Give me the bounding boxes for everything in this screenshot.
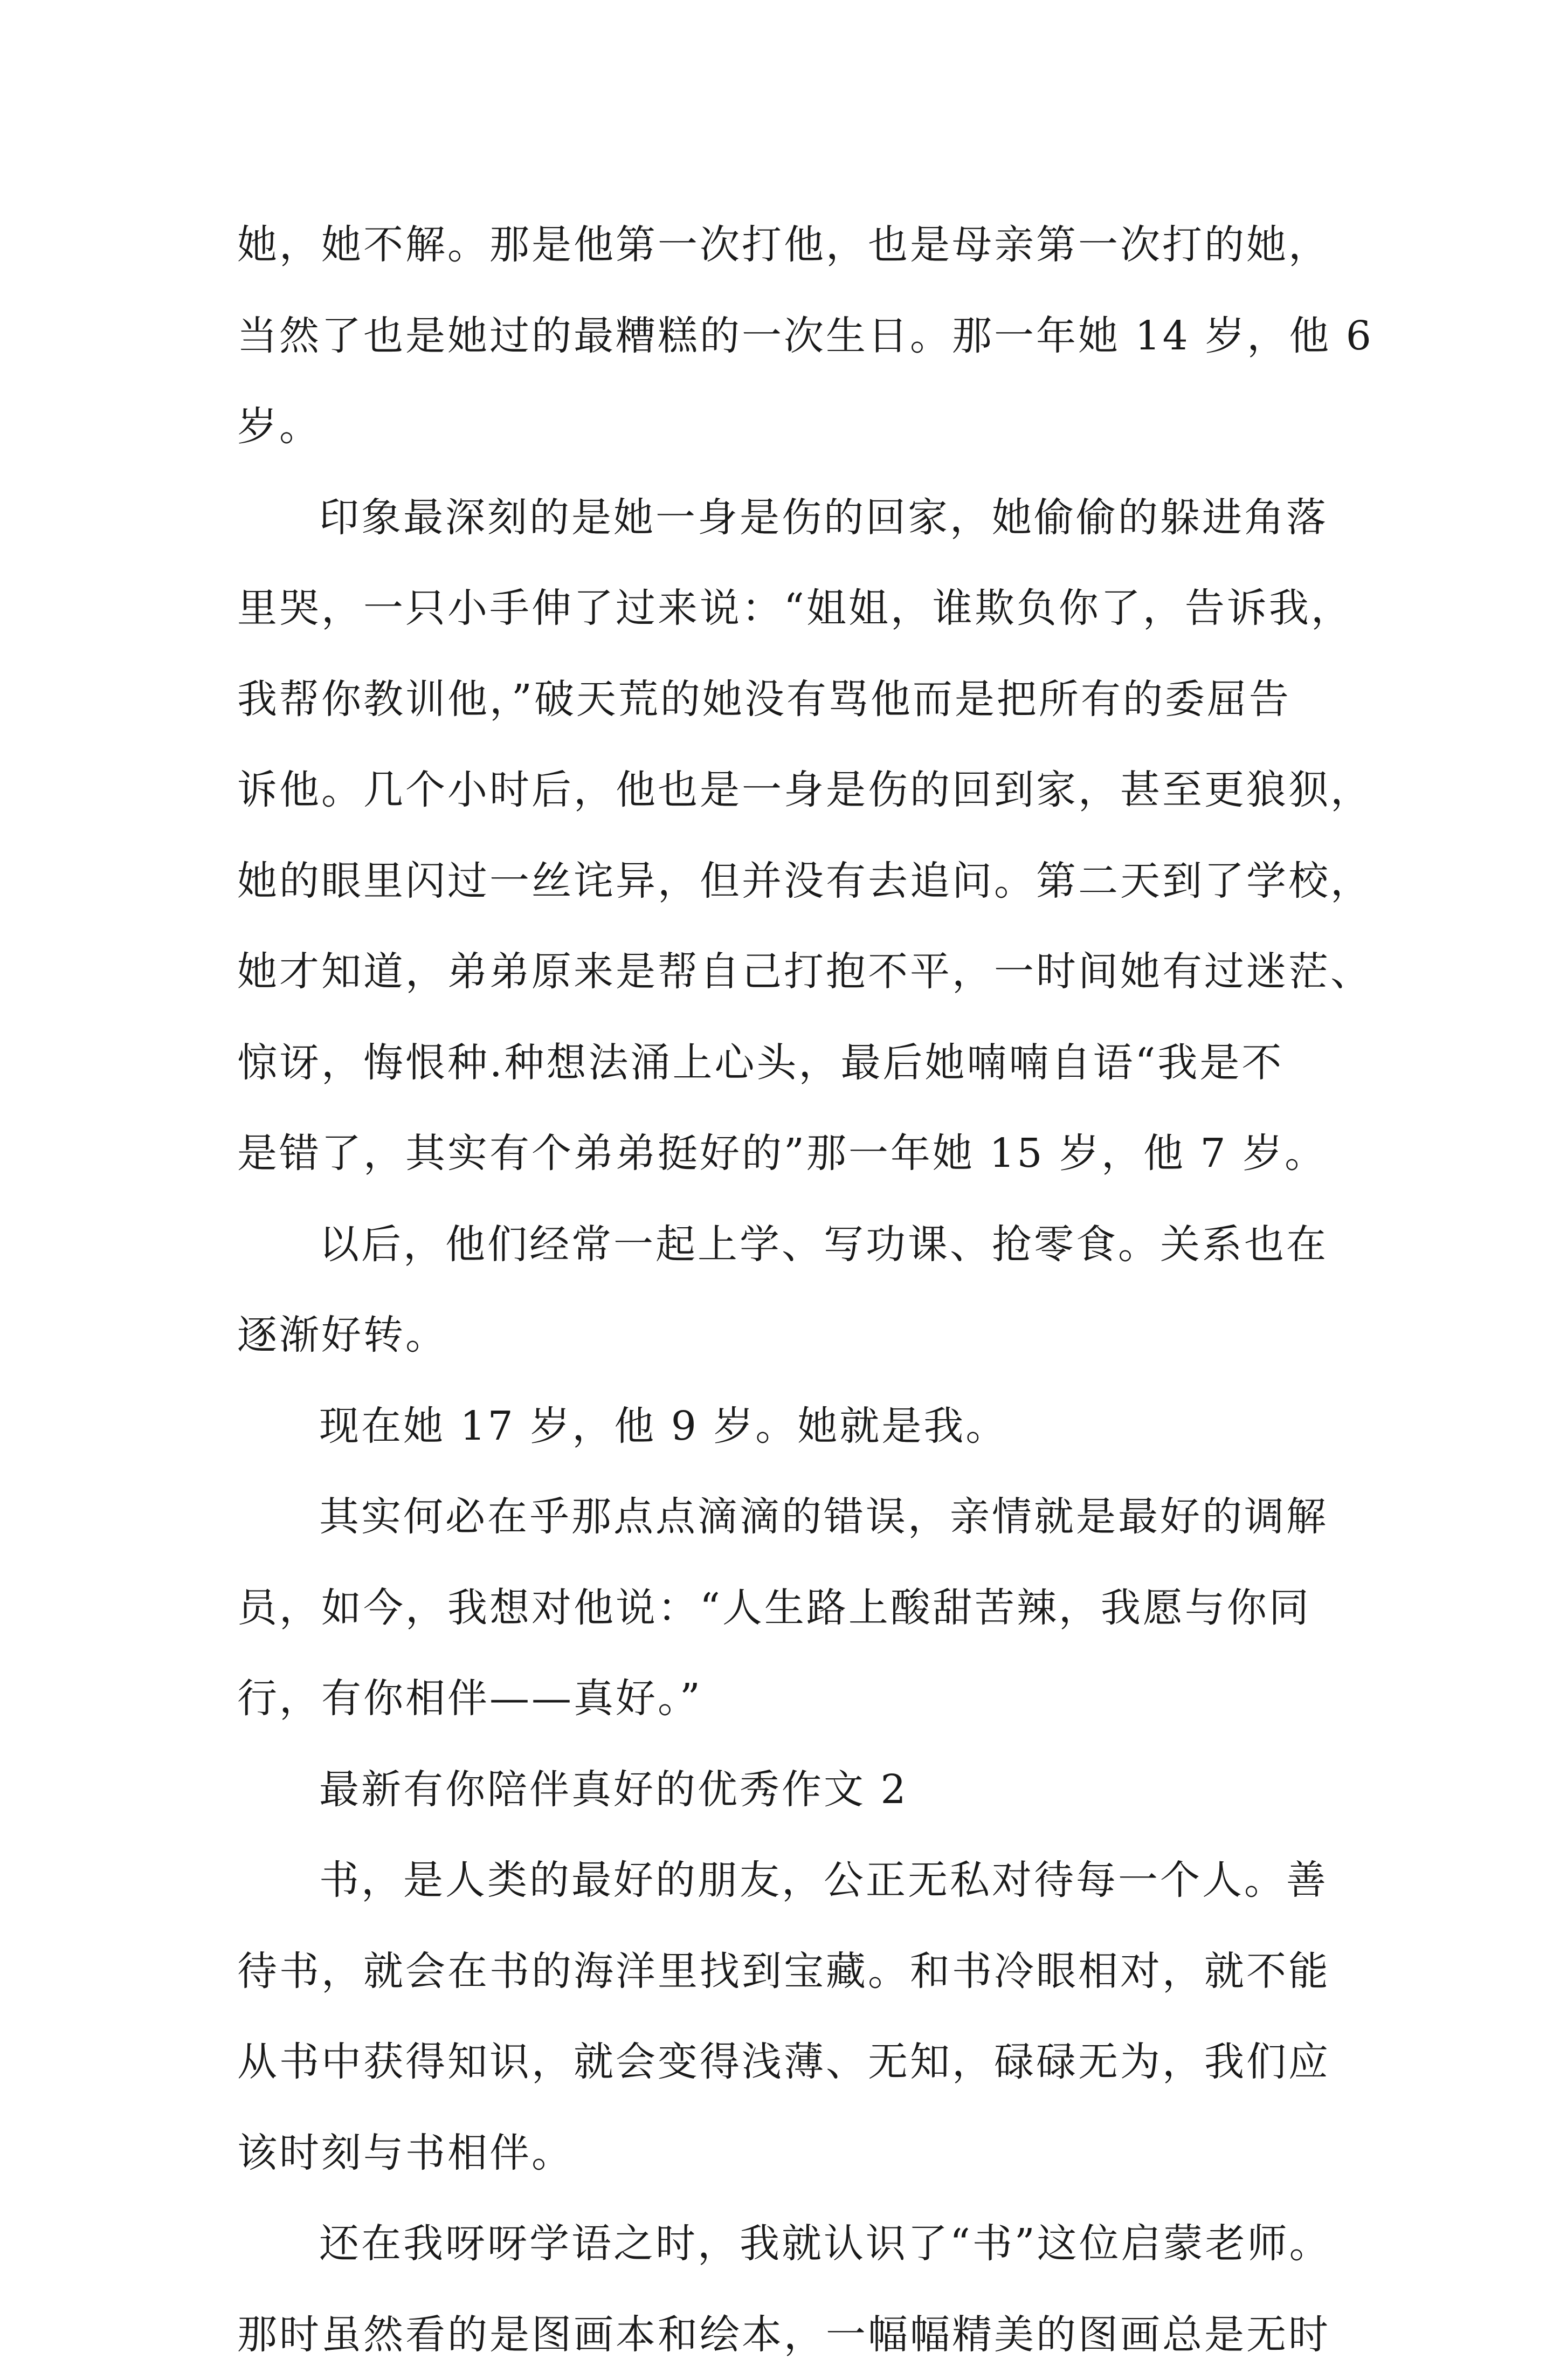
text-line: 我帮你教训他，”破天荒的她没有骂他而是把所有的委屈告 <box>237 654 1326 745</box>
text-line: 岁。 <box>237 381 1326 472</box>
text-line: 印象最深刻的是她一身是伤的回家，她偷偷的躲进角落 <box>237 472 1326 563</box>
text-line: 其实何必在乎那点点滴滴的错误，亲情就是最好的调解 <box>237 1471 1326 1563</box>
text-line: 当然了也是她过的最糟糕的一次生日。那一年她 14 岁，他 6 <box>237 291 1326 382</box>
text-line: 员，如今，我想对他说：“人生路上酸甜苦辣，我愿与你同 <box>237 1563 1326 1654</box>
text-line: 书，是人类的最好的朋友，公正无私对待每一个人。善 <box>237 1835 1326 1926</box>
text-line: 现在她 17 岁，他 9 岁。她就是我。 <box>237 1381 1326 1472</box>
text-line: 以后，他们经常一起上学、写功课、抢零食。关系也在 <box>237 1199 1326 1290</box>
text-line: 还在我呀呀学语之时，我就认识了“书”这位启蒙老师。 <box>237 2198 1326 2289</box>
text-line: 逐渐好转。 <box>237 1290 1326 1381</box>
text-line: 该时刻与书相伴。 <box>237 2108 1326 2199</box>
text-line: 她的眼里闪过一丝诧异，但并没有去追问。第二天到了学校， <box>237 836 1326 927</box>
text-line: 那时虽然看的是图画本和绘本，一幅幅精美的图画总是无时 <box>237 2289 1326 2380</box>
text-line: 待书，就会在书的海洋里找到宝藏。和书冷眼相对，就不能 <box>237 1926 1326 2017</box>
text-line: 诉他。几个小时后，他也是一身是伤的回到家，甚至更狼狈， <box>237 745 1326 836</box>
essay-text <box>237 200 1326 2380</box>
text-line: 是错了，其实有个弟弟挺好的”那一年她 15 岁，他 7 岁。 <box>237 1108 1326 1199</box>
section-heading: 最新有你陪伴真好的优秀作文 2 <box>237 1744 1326 1835</box>
text-line: 她，她不解。那是他第一次打他，也是母亲第一次打的她， <box>237 200 1326 291</box>
text-line: 里哭，一只小手伸了过来说：“姐姐，谁欺负你了，告诉我， <box>237 563 1326 654</box>
text-line: 行，有你相伴——真好。” <box>237 1653 1326 1744</box>
text-line: 惊讶，悔恨种.种想法涌上心头，最后她喃喃自语“我是不 <box>237 1017 1326 1109</box>
text-line: 从书中获得知识，就会变得浅薄、无知，碌碌无为，我们应 <box>237 2017 1326 2108</box>
text-line: 她才知道，弟弟原来是帮自己打抱不平，一时间她有过迷茫、 <box>237 926 1326 1017</box>
